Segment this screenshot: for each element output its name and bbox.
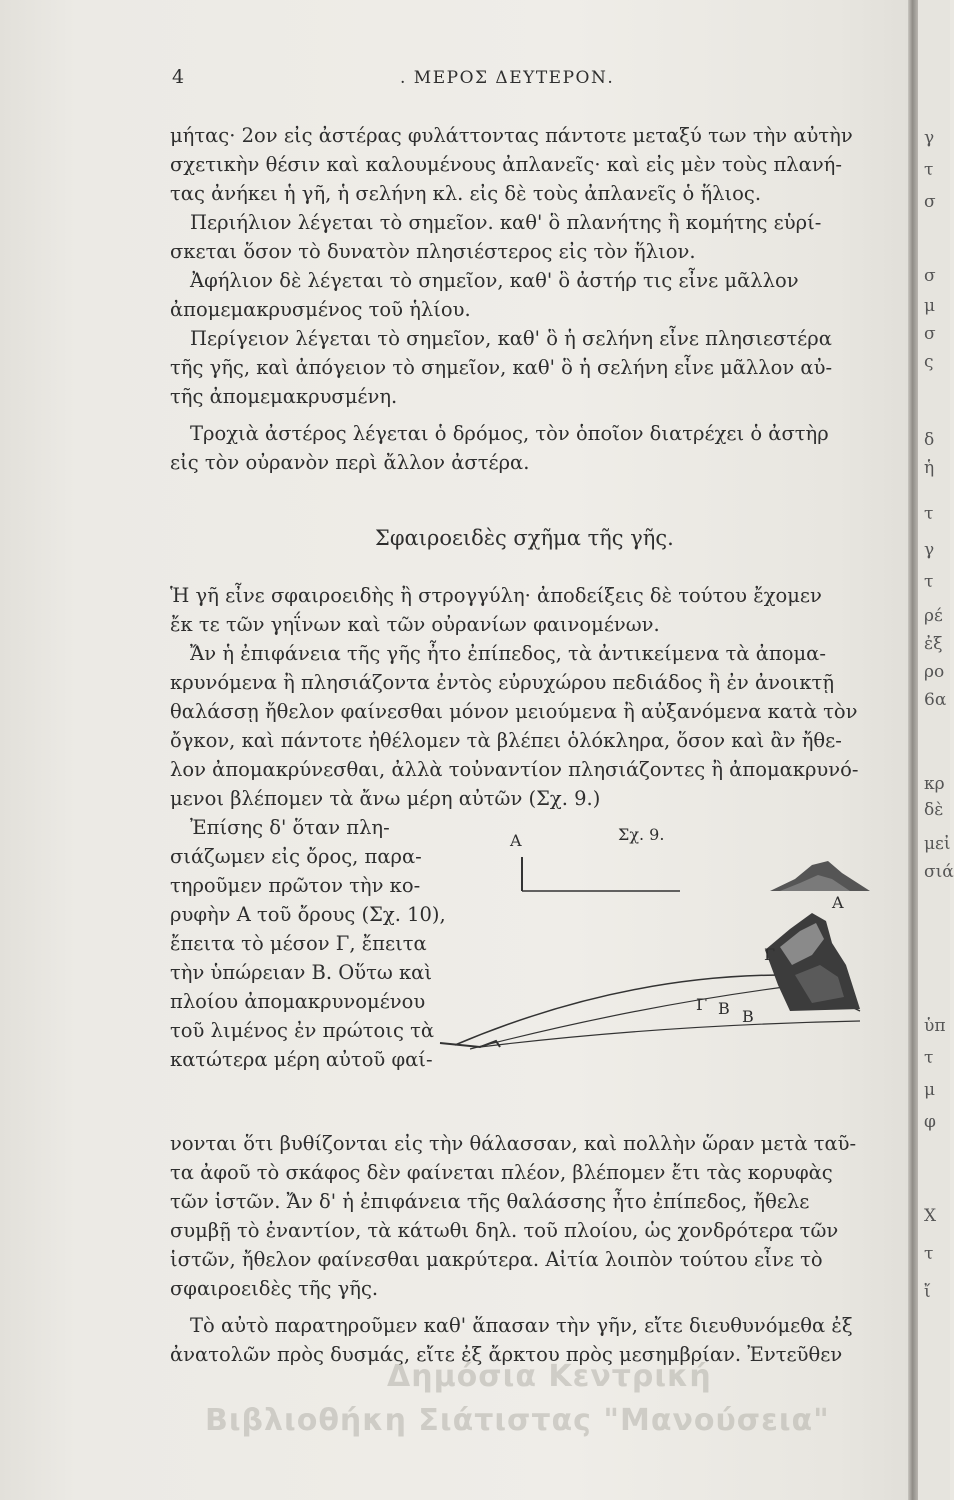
adjacent-fragment: ρέ	[924, 606, 943, 626]
library-watermark	[205, 1355, 905, 1443]
text-line: σιάζωμεν εἰς ὄρος, παρα-	[170, 845, 422, 868]
adjacent-fragment: δὲ	[924, 800, 944, 820]
text-line: τας ἀνήκει ἡ γῆ, ἡ σελήνη κλ. εἰς δὲ τοὺς ἀπλανεῖς ὁ ἥλιος.	[170, 182, 762, 205]
text-line: τηροῦμεν πρῶτον τὴν κο-	[170, 874, 421, 897]
text-line: εἰς τὸν οὐρανὸν περὶ ἄλλον ἀστέρα.	[170, 451, 530, 474]
adjacent-fragment: τ	[924, 572, 934, 592]
text-line: τα ἀφοῦ τὸ σκάφος δὲν φαίνεται πλέον, βλέπομεν ἔτι τὰς κορυφὰς	[170, 1161, 833, 1184]
figure-label-observer: Α	[510, 831, 522, 850]
adjacent-fragment: ς	[924, 352, 934, 372]
text-line: μενοι βλέπομεν τὰ ἄνω μέρη αὐτῶν (Σχ. 9.)	[170, 787, 601, 810]
text-line: ἔκ τε τῶν γηΐνων καὶ τῶν οὐρανίων φαινομένων.	[170, 613, 660, 636]
text-line: Τὸ αὐτὸ παρατηροῦμεν καθ' ἅπασαν τὴν γῆν, εἴτε διευθυνόμεθα ἐξ	[190, 1314, 853, 1337]
text-line: ἀνατολῶν πρὸς δυσμάς, εἴτε ἐξ ἄρκτου πρὸς μεσημβρίαν. Ἐντεῦθεν	[170, 1343, 843, 1366]
text-line: νονται ὅτι βυθίζονται εἰς τὴν θάλασσαν, καὶ πολλὴν ὥραν μετὰ ταῦ-	[170, 1132, 857, 1155]
text-line: ἱστῶν, ἤθελον φαίνεσθαι μακρύτερα. Αἰτία λοιπὸν τούτου εἶνε τὸ	[170, 1248, 823, 1271]
text-line: Περιήλιον λέγεται τὸ σημεῖον. καθ' ὃ πλανήτης ἢ κομήτης εὑρί-	[190, 211, 822, 234]
adjacent-fragment: ἐξ	[924, 634, 943, 654]
text-line: σκεται ὅσον τὸ δυνατὸν πλησιέστερος εἰς τὸν ἥλιον.	[170, 240, 696, 263]
adjacent-fragment: ὑπ	[924, 1016, 946, 1036]
adjacent-fragment: γ	[924, 540, 935, 560]
adjacent-fragment: σ	[924, 324, 936, 344]
text-line: Ἄν ἡ ἐπιφάνεια τῆς γῆς ἦτο ἐπίπεδος, τὰ ἀντικείμενα τὰ ἀπομα-	[190, 642, 826, 665]
running-title: . ΜΕΡΟΣ ΔΕΥΤΕΡΟΝ.	[400, 68, 615, 88]
figure-curvature-of-earth	[440, 825, 900, 1135]
figure-caption: Σχ. 9.	[618, 825, 665, 844]
section-heading: Σφαιροειδὲς σχῆμα τῆς γῆς.	[375, 526, 674, 550]
figure-drawing	[440, 835, 900, 1135]
adjacent-fragment: μεἰ	[924, 834, 951, 854]
figure-label-beta-1: Β	[718, 999, 730, 1018]
adjacent-fragment: σ	[924, 192, 936, 212]
page-header	[0, 66, 950, 96]
text-line: Ἀφήλιον δὲ λέγεται τὸ σημεῖον, καθ' ὃ ἀστήρ τις εἶνε μᾶλλον	[190, 269, 799, 292]
adjacent-fragment: τ	[924, 504, 934, 524]
text-line: σχετικὴν θέσιν καὶ καλουμένους ἀπλανεῖς· καὶ εἰς μὲν τοὺς πλανή-	[170, 153, 842, 176]
figure-label-gamma: Γ	[696, 995, 708, 1014]
text-line: Περίγειον λέγεται τὸ σημεῖον, καθ' ὃ ἡ σελήνη εἶνε πλησιεστέρα	[190, 327, 832, 350]
text-line: μήτας· 2ον εἰς ἀστέρας φυλάττοντας πάντοτε μεταξύ των τὴν αὐτὴν	[170, 124, 853, 147]
adjacent-fragment: ρο	[924, 662, 945, 682]
book-gutter	[908, 0, 918, 1500]
text-line: τὴν ὑπώρειαν Β. Οὕτω καὶ	[170, 961, 432, 984]
text-line: Τροχιὰ ἀστέρος λέγεται ὁ δρόμος, τὸν ὁποῖον διατρέχει ὁ ἀστὴρ	[190, 422, 829, 445]
text-line: κατώτερα μέρη αὐτοῦ φαί-	[170, 1048, 433, 1071]
text-line: τοῦ λιμένος ἐν πρώτοις τὰ	[170, 1019, 435, 1042]
adjacent-fragment: Χ	[924, 1206, 937, 1226]
page-number: 4	[172, 66, 185, 88]
adjacent-fragment: δ	[924, 430, 935, 450]
text-line: ἀπομεμακρυσμένος τοῦ ἡλίου.	[170, 298, 471, 321]
figure-label-a: Α	[832, 893, 844, 912]
figure-label-gamma-peak: Γ	[764, 945, 776, 964]
text-line: ἔπειτα τὸ μέσον Γ, ἔπειτα	[170, 932, 427, 955]
text-line: ὄγκον, καὶ πάντοτε ἠθέλομεν τὰ βλέπει ὁλόκληρα, ὅσον καὶ ἂν ἤθε-	[170, 729, 842, 752]
adjacent-fragment: μ	[924, 1080, 936, 1100]
text-line: πλοίου ἀπομακρυνομένου	[170, 990, 426, 1013]
adjacent-fragment: σιά	[924, 862, 954, 882]
text-line: Ἡ γῆ εἶνε σφαιροειδὴς ἢ στρογγύλη· ἀποδείξεις δὲ τούτου ἔχομεν	[170, 584, 822, 607]
adjacent-fragment: ἴ	[924, 1282, 931, 1302]
adjacent-fragment: ἡ	[924, 458, 935, 478]
watermark-line-1: Δημόσια Κεντρική	[387, 1359, 712, 1394]
text-line: συμβῇ τὸ ἐναντίον, τὰ κάτωθι δηλ. τοῦ πλοίου, ὡς χονδρότερα τῶν	[170, 1219, 839, 1242]
text-line: θαλάσσῃ ἤθελον φαίνεσθαι μόνον μειούμενα ἢ αὐξανόμενα κατὰ τὸν	[170, 700, 858, 723]
adjacent-page-edge	[918, 0, 954, 1500]
text-line: Ἐπίσης δ' ὅταν πλη-	[190, 816, 390, 839]
adjacent-fragment: 6α	[924, 690, 947, 710]
text-line: κρυνόμενα ἢ πλησιάζοντα ἐντὸς εὐρυχώρου πεδιάδος ἢ ἐν ἀνοικτῇ	[170, 671, 835, 694]
adjacent-fragment: φ	[924, 1112, 936, 1132]
figure-label-beta-2: Β	[742, 1007, 754, 1026]
watermark-line-2: Βιβλιοθήκη Σιάτιστας "Μανούσεια"	[205, 1403, 830, 1438]
adjacent-fragment: γ	[924, 128, 935, 148]
adjacent-fragment: τ	[924, 1048, 934, 1068]
adjacent-fragment: τ	[924, 1244, 934, 1264]
text-line: τῆς γῆς, καὶ ἀπόγειον τὸ σημεῖον, καθ' ὃ ἡ σελήνη εἶνε μᾶλλον αὐ-	[170, 356, 833, 379]
adjacent-fragment: κρ	[924, 774, 945, 794]
text-line: σφαιροειδὲς τῆς γῆς.	[170, 1277, 379, 1300]
adjacent-fragment: σ	[924, 266, 936, 286]
text-line: τῶν ἱστῶν. Ἄν δ' ἡ ἐπιφάνεια τῆς θαλάσσης ἦτο ἐπίπεδος, ἤθελε	[170, 1190, 810, 1213]
adjacent-fragment: μ	[924, 296, 936, 316]
adjacent-fragment: τ	[924, 160, 934, 180]
text-line: ρυφὴν Α τοῦ ὄρους (Σχ. 10),	[170, 903, 446, 926]
text-line: τῆς ἀπομεμακρυσμένη.	[170, 385, 398, 408]
text-line: λον ἀπομακρύνεσθαι, ἀλλὰ τοὐναντίον πλησιάζοντες ἢ ἀπομακρυνό-	[170, 758, 859, 781]
